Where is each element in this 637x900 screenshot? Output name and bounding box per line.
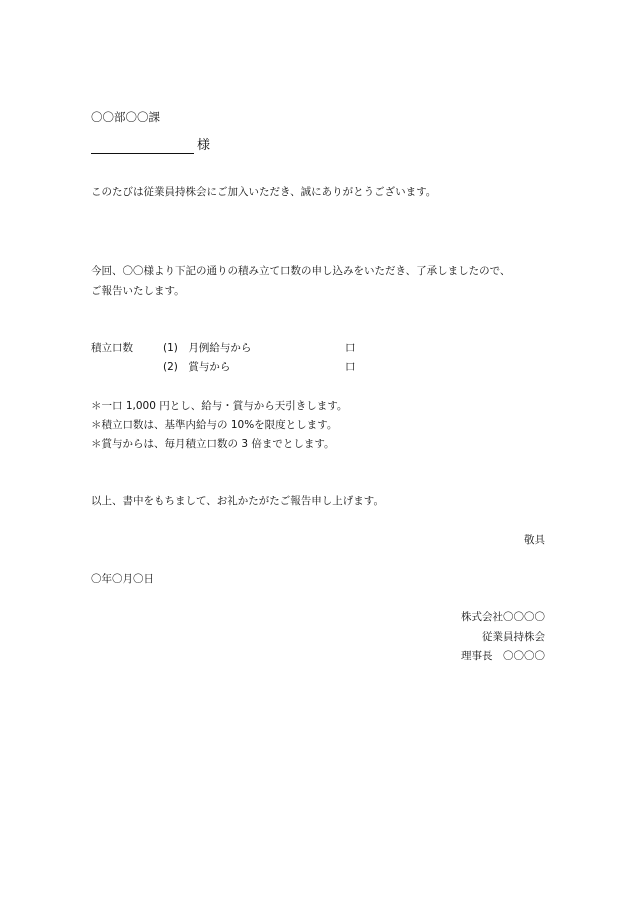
body-text-line-2: ご報告いたします。 xyxy=(91,285,185,297)
subscription-item-bonus: (2) 賞与から xyxy=(163,361,231,373)
complimentary-close: 敬具 xyxy=(524,534,545,546)
sender-chairman: 理事長 〇〇〇〇 xyxy=(461,650,545,662)
subscription-label: 積立口数 xyxy=(91,342,133,354)
closing-text: 以上、書中をもちまして、お礼かたがたご報告申し上げます。 xyxy=(91,495,384,507)
sender-company: 株式会社〇〇〇〇 xyxy=(461,611,545,623)
note-item: ＊積立口数は、基準内給与の 10%を限度とします。 xyxy=(91,419,338,431)
subscription-item-monthly: (1) 月例給与から xyxy=(163,342,252,354)
subscription-units-bonus: 口 xyxy=(345,361,356,373)
recipient-line xyxy=(91,138,211,156)
recipient-honorific: 様 xyxy=(197,138,211,153)
note-item: ＊一口 1,000 円とし、給与・賞与から天引きします。 xyxy=(91,400,348,412)
body-text-line-1: 今回、〇〇様より下記の通りの積み立て口数の申し込みをいただき、了承しましたので、 xyxy=(91,265,511,277)
recipient-name-blank xyxy=(91,153,194,154)
subscription-units-monthly: 口 xyxy=(345,342,356,354)
sender-association: 従業員持株会 xyxy=(482,631,545,643)
letter-date: 〇年〇月〇日 xyxy=(91,573,154,585)
department-heading: 〇〇部〇〇課 xyxy=(91,110,160,124)
note-item: ＊賞与からは、毎月積立口数の 3 倍までとします。 xyxy=(91,438,335,450)
greeting-text: このたびは従業員持株会にご加入いただき、誠にありがとうございます。 xyxy=(91,186,437,198)
